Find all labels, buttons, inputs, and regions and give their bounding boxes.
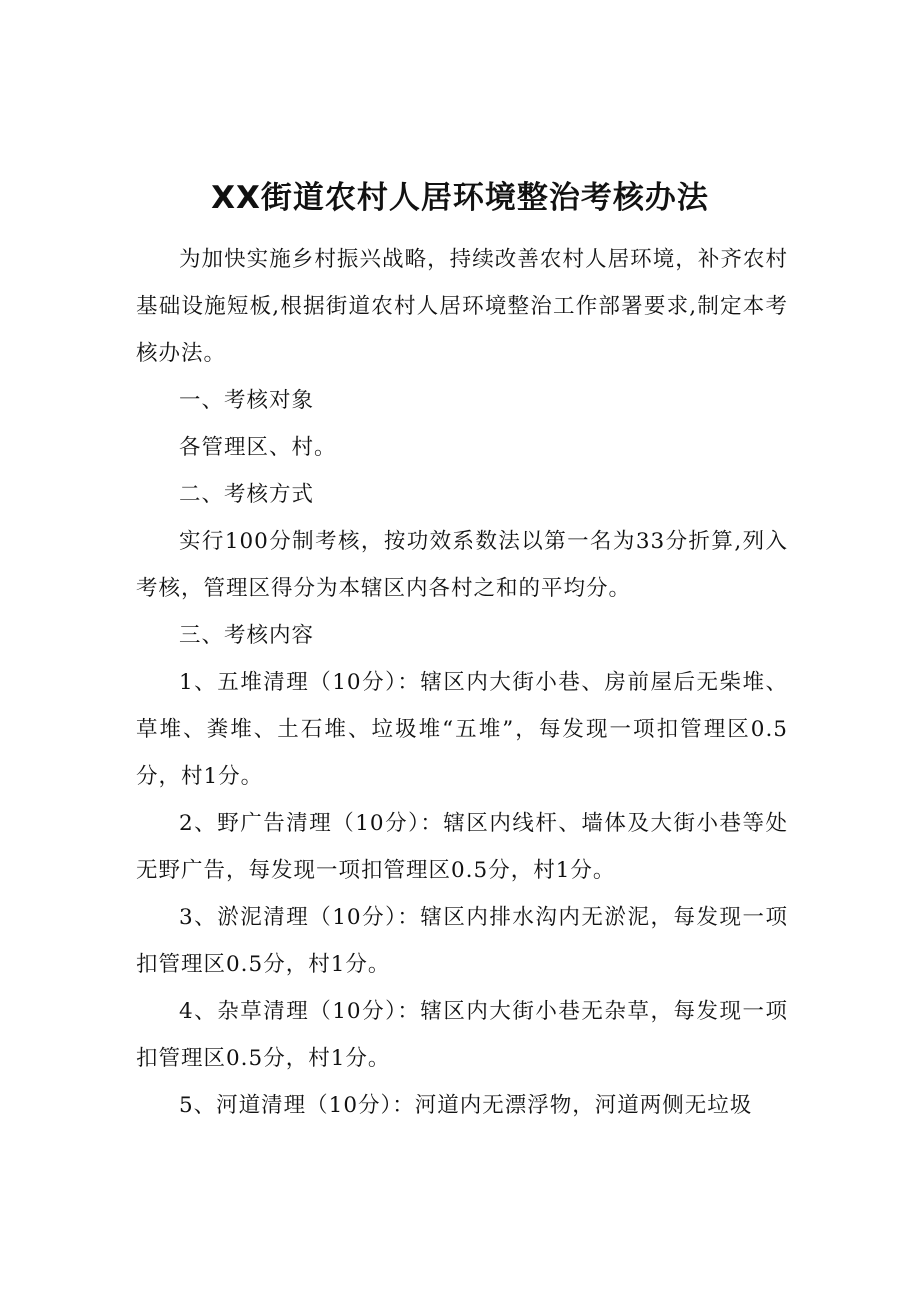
list-item: 1、五堆清理（10分）：辖区内大街小巷、房前屋后无柴堆、草堆、粪堆、土石堆、垃圾堆“五堆”，每发现一项扣管理区0.5分，村1分。 xyxy=(136,670,788,789)
section-heading-method: 二、考核方式 xyxy=(179,482,315,507)
list-item: 5、河道清理（10分）：河道内无漂浮物，河道两侧无垃圾 xyxy=(179,1093,753,1118)
paragraph: 各管理区、村。 xyxy=(179,435,337,460)
section-heading-content: 三、考核内容 xyxy=(179,623,315,648)
document-body xyxy=(136,236,788,1129)
section-heading-target: 一、考核对象 xyxy=(179,388,315,413)
document-title: XX街道农村人居环境整治考核办法 xyxy=(211,180,709,216)
paragraph: 实行100分制考核，按功效系数法以第一名为33分折算,列入考核，管理区得分为本辖区内各村之和的平均分。 xyxy=(136,529,788,601)
list-item: 2、野广告清理（10分）：辖区内线杆、墙体及大街小巷等处无野广告，每发现一项扣管理区0.5分，村1分。 xyxy=(136,811,788,883)
intro-paragraph: 为加快实施乡村振兴战略，持续改善农村人居环境，补齐农村基础设施短板,根据街道农村人居环境整治工作部署要求,制定本考核办法。 xyxy=(136,247,788,366)
list-item: 3、淤泥清理（10分）：辖区内排水沟内无淤泥，每发现一项扣管理区0.5分，村1分。 xyxy=(136,905,788,977)
list-item: 4、杂草清理（10分）：辖区内大街小巷无杂草，每发现一项扣管理区0.5分，村1分。 xyxy=(136,999,788,1071)
